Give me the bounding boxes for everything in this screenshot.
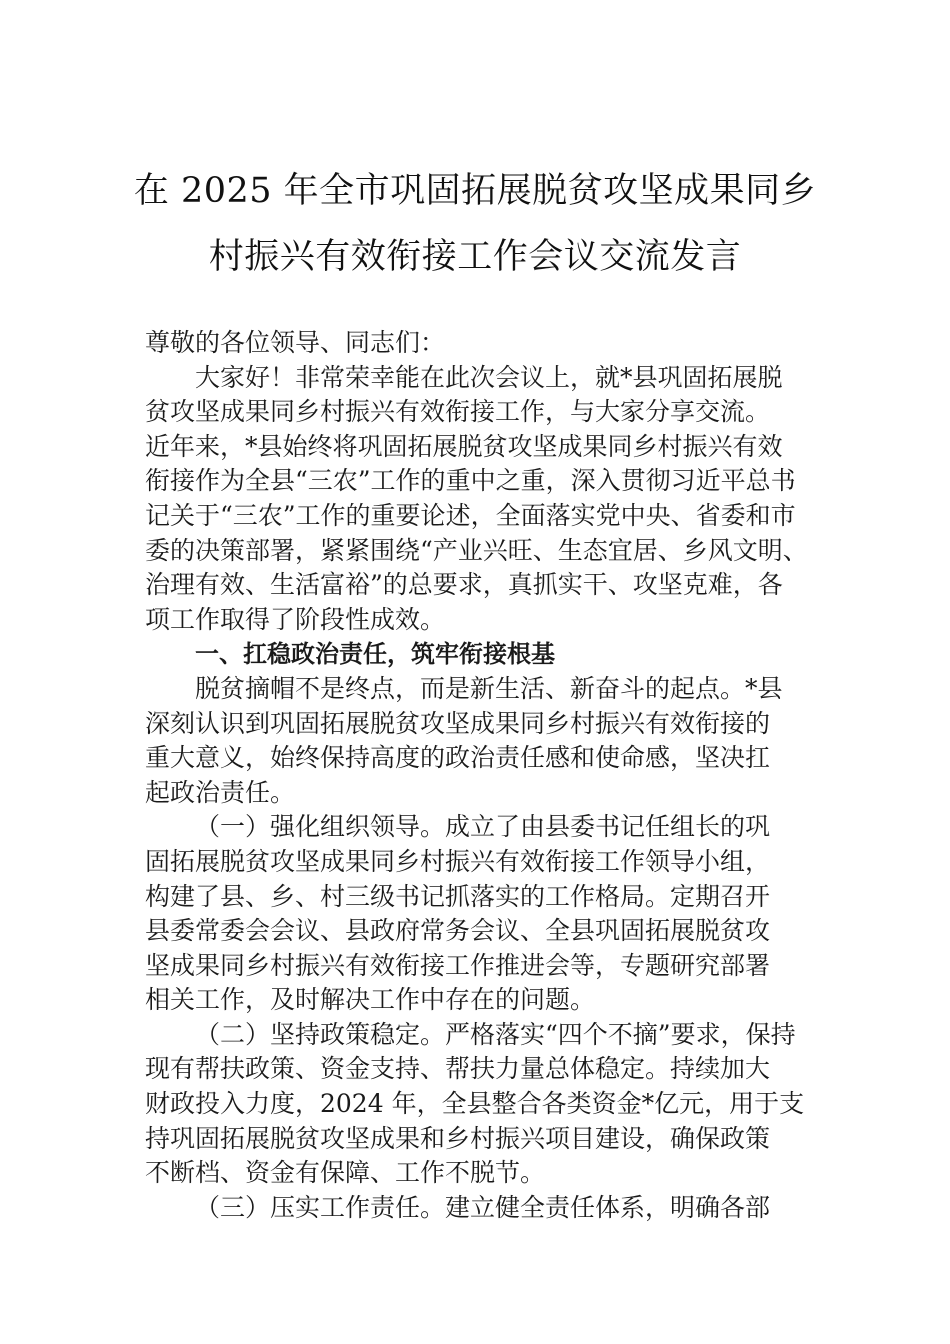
paragraph-policy	[145, 1018, 815, 1191]
text-line: 贫攻坚成果同乡村振兴有效衔接工作，与大家分享交流。	[145, 397, 771, 427]
paragraph-organization	[145, 810, 815, 1018]
text-line: 县委常委会会议、县政府常务会议、全县巩固拓展脱贫攻	[145, 916, 771, 946]
text-line: 财政投入力度，2024 年，全县整合各类资金*亿元，用于支	[145, 1089, 805, 1119]
section-heading: 一、扛稳政治责任，筑牢衔接根基	[195, 640, 555, 669]
paragraph-responsibility	[145, 1191, 815, 1226]
paragraph-intro	[145, 361, 815, 638]
text-line: （一）强化组织领导。成立了由县委书记任组长的巩	[195, 812, 771, 842]
text-line: 委的决策部署，紧紧围绕“产业兴旺、生态宜居、乡风文明、	[145, 535, 808, 565]
text-line: 近年来，*县始终将巩固拓展脱贫攻坚成果同乡村振兴有效	[145, 431, 783, 461]
text-line: 大家好！非常荣幸能在此次会议上，就*县巩固拓展脱	[195, 362, 783, 392]
text-line: 坚成果同乡村振兴有效衔接工作推进会等，专题研究部署	[145, 950, 771, 980]
text-line: 现有帮扶政策、资金支持、帮扶力量总体稳定。持续加大	[145, 1054, 771, 1084]
document-body	[145, 326, 815, 1225]
paragraph-section-intro	[145, 672, 815, 810]
text-line: 记关于“三农”工作的重要论述，全面落实党中央、省委和市	[145, 500, 796, 530]
text-line: 重大意义，始终保持高度的政治责任感和使命感，坚决扛	[145, 743, 771, 773]
document-title	[100, 158, 850, 290]
text-line: 起政治责任。	[145, 777, 296, 807]
text-line: 治理有效、生活富裕”的总要求，真抓实干、攻坚克难，各	[145, 570, 783, 600]
text-line: 持巩固拓展脱贫攻坚成果和乡村振兴项目建设，确保政策	[145, 1123, 771, 1153]
text-line: 不断档、资金有保障、工作不脱节。	[145, 1158, 546, 1188]
text-line: 项工作取得了阶段性成效。	[145, 604, 446, 634]
text-line: 衔接作为全县“三农”工作的重中之重，深入贯彻习近平总书	[145, 466, 796, 496]
salutation: 尊敬的各位领导、同志们：	[145, 328, 446, 357]
title-line: 村振兴有效衔接工作会议交流发言	[208, 237, 742, 277]
text-line: 固拓展脱贫攻坚成果同乡村振兴有效衔接工作领导小组，	[145, 846, 771, 876]
title-line: 在 2025 年全市巩固拓展脱贫攻坚成果同乡	[133, 171, 817, 211]
text-line: （三）压实工作责任。建立健全责任体系，明确各部	[195, 1192, 771, 1222]
text-line: 构建了县、乡、村三级书记抓落实的工作格局。定期召开	[145, 881, 771, 911]
text-line: 脱贫摘帽不是终点，而是新生活、新奋斗的起点。*县	[195, 673, 783, 703]
text-line: 相关工作，及时解决工作中存在的问题。	[145, 985, 596, 1015]
text-line: 深刻认识到巩固拓展脱贫攻坚成果同乡村振兴有效衔接的	[145, 708, 771, 738]
text-line: （二）坚持政策稳定。严格落实“四个不摘”要求，保持	[195, 1019, 796, 1049]
